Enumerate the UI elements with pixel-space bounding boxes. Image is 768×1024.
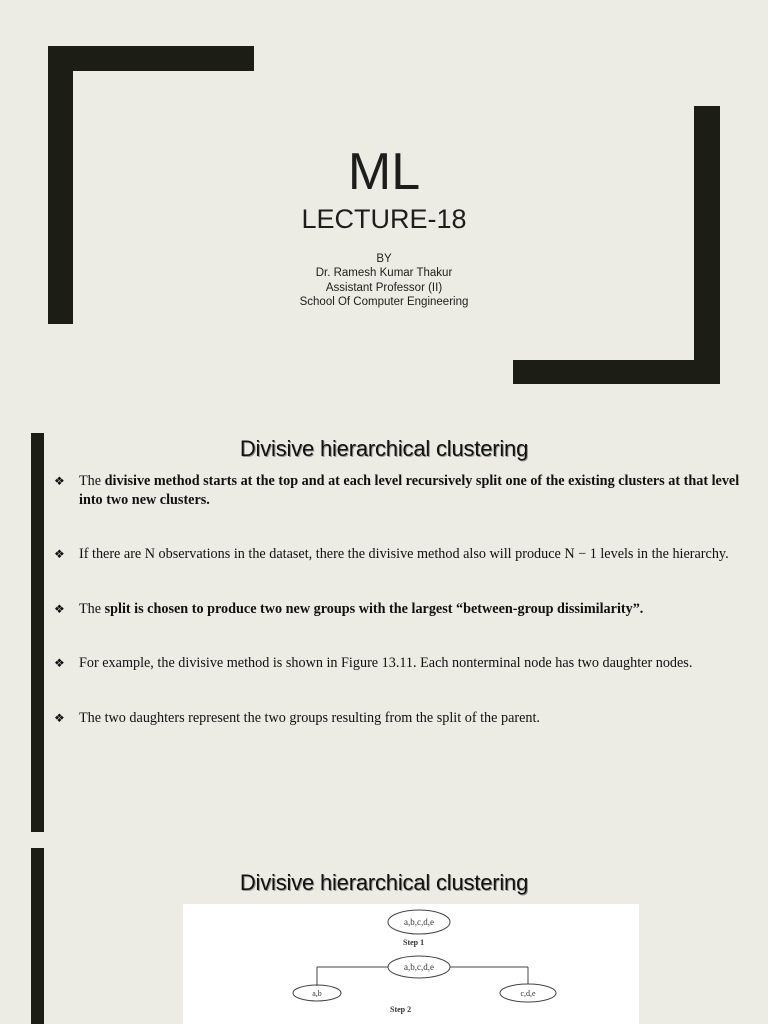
frame-top-left-horizontal xyxy=(48,46,254,71)
bullet-item xyxy=(54,545,766,564)
right-child-node xyxy=(500,984,556,1002)
content-slide-diagram xyxy=(0,848,768,1024)
right-child-label: c,d,e xyxy=(520,989,536,998)
step2-label: Step 2 xyxy=(390,1005,412,1014)
bullet-text: The xyxy=(79,600,105,617)
slide-title: ML xyxy=(347,143,421,201)
slide-heading: Divisive hierarchical clustering xyxy=(239,436,529,461)
left-accent-bar xyxy=(31,433,44,832)
bullet-list xyxy=(54,472,766,727)
bullet-text: The xyxy=(79,473,105,489)
author-line: BY xyxy=(376,253,392,265)
level1-node xyxy=(388,956,450,978)
root-node-label: a,b,c,d,e xyxy=(404,917,434,927)
author-line: Dr. Ramesh Kumar Thakur xyxy=(315,267,453,280)
diamond-bullet-icon: ❖ xyxy=(54,547,65,561)
diamond-bullet-icon: ❖ xyxy=(54,710,65,725)
diamond-bullet-icon: ❖ xyxy=(54,601,65,616)
bullet-text: For example, the divisive method is shown in Figure 13.11. Each nonterminal node has two daughter nodes. xyxy=(79,655,693,671)
slide-subtitle: LECTURE-18 xyxy=(301,204,467,234)
author-block xyxy=(0,252,768,309)
step1-label: Step 1 xyxy=(403,938,425,947)
author-line: School Of Computer Engineering xyxy=(299,295,469,308)
bullet-item xyxy=(54,654,766,673)
slide-heading: Divisive hierarchical clustering xyxy=(239,870,529,895)
root-node xyxy=(388,910,450,934)
bullet-item xyxy=(54,472,766,509)
content-slide-text xyxy=(0,420,768,832)
left-child-label: a,b xyxy=(312,989,322,998)
left-child-node xyxy=(293,985,341,1001)
frame-bottom-right-horizontal xyxy=(513,360,720,384)
diamond-bullet-icon: ❖ xyxy=(54,656,65,670)
bullet-bold-text: split is chosen to produce two new groups with the largest “between-group dissimilarity”. xyxy=(104,600,644,617)
bullet-item xyxy=(54,709,766,728)
level1-node-label: a,b,c,d,e xyxy=(404,962,434,972)
dendrogram-svg xyxy=(183,904,639,1024)
bullet-text: If there are N observations in the dataset, there the divisive method also will produce N − 1 levels in the hierarchy. xyxy=(79,546,729,562)
diamond-bullet-icon: ❖ xyxy=(54,474,65,488)
bullet-bold-text: divisive method starts at the top and at each level recursively split one of the existing clusters at that level into two new clusters. xyxy=(79,473,740,508)
bullet-text: The two daughters represent the two groups resulting from the split of the parent. xyxy=(79,709,540,726)
author-line: Assistant Professor (II) xyxy=(325,281,443,294)
title-slide xyxy=(0,0,768,402)
divisive-clustering-figure xyxy=(183,904,639,1024)
bullet-item xyxy=(54,600,766,619)
